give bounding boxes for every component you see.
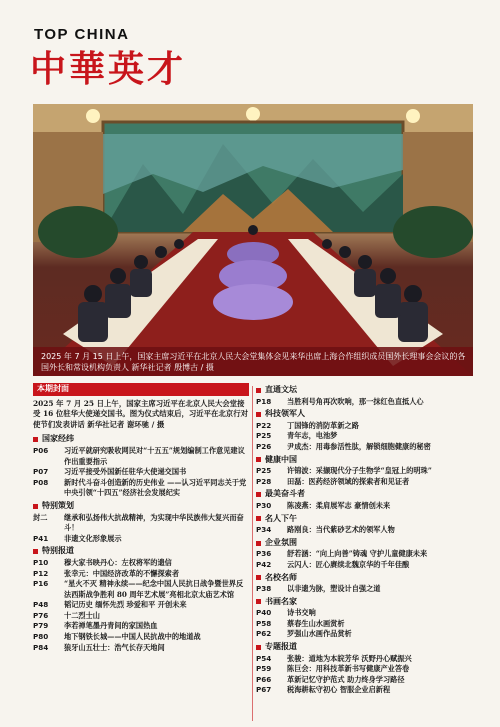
section-heading: [256, 573, 476, 584]
contents-entry[interactable]: [33, 446, 249, 467]
section-title: 直通文坛: [265, 385, 297, 394]
meeting-hall-illustration: [33, 104, 473, 376]
page-number: P28: [256, 476, 272, 486]
section-title: 企业氛围: [265, 537, 297, 547]
contents-entry[interactable]: [33, 558, 249, 569]
contents-entry[interactable]: [256, 466, 476, 477]
section-heading: [256, 455, 476, 466]
section-heading: [33, 546, 249, 557]
article-title: 习近平就研究吸收网民对“十五五”规划编制工作意见建议作出重要指示: [64, 445, 245, 466]
page-number: P30: [256, 500, 272, 510]
contents-entry[interactable]: [256, 664, 476, 675]
contents-entry[interactable]: [33, 467, 249, 478]
contents-entry[interactable]: [33, 621, 249, 632]
section-marker-icon: [256, 575, 261, 580]
article-title: 新时代斗奋斗创造新的历史伟业 ——认习近平同志关于党中央引领“十四五”经济社会发展纪实: [64, 477, 247, 498]
contents-entry[interactable]: [33, 611, 249, 622]
article-title: 李若禅笔墨丹青间的家国热血: [64, 621, 158, 631]
contents-entry[interactable]: [33, 579, 249, 600]
article-title: “星火不灭 精神永续——纪念中国人民抗日战争暨世界反法西斯战争胜利 80 周年艺术展”亮相北京太庙艺术馆: [64, 579, 244, 599]
page-number: P16: [33, 579, 49, 589]
contents-entry[interactable]: [256, 629, 476, 640]
article-title: 革新记忆守护范式 助力终身学习路径: [287, 674, 405, 684]
cover-photo: [33, 104, 473, 376]
page-number: P36: [256, 549, 272, 559]
contents-left-column: [33, 383, 249, 653]
contents-entry[interactable]: [33, 534, 249, 545]
section-title: 健康中国: [265, 454, 297, 464]
section-marker-icon: [256, 492, 261, 497]
article-title: 许锦波：采撷现代分子生物学“皇冠上的明珠”: [287, 466, 432, 476]
contents-entry[interactable]: [256, 431, 476, 442]
article-title: 非遗文化形象展示: [64, 533, 122, 543]
contents-entry[interactable]: [256, 442, 476, 453]
section-title: 科技领军人: [265, 409, 305, 419]
masthead-chinese: 中華英才: [30, 48, 187, 90]
page-number: P58: [256, 618, 272, 628]
cover-heading: 本期封面: [33, 383, 249, 396]
section-marker-icon: [256, 412, 261, 417]
section-heading: [256, 514, 476, 525]
article-title: 田磊：医药经济领域的探索者和见证者: [287, 476, 410, 486]
page-number: P22: [256, 420, 272, 430]
contents-entry[interactable]: [33, 600, 249, 611]
page-number: P80: [33, 632, 49, 642]
article-title: 青年志，电池梦: [287, 431, 338, 441]
page-number: P38: [256, 584, 272, 594]
article-title: 罗强山水画作品赏析: [287, 629, 352, 639]
cover-description: 2025 年 7 月 25 日上午，国家主席习近平在北京人民大会堂接受 16 位驻华大使递交国书。图为仪式结束后，习近平在北京行对使节们发表讲话 新华社记者 谢环驰 / 摄: [33, 398, 248, 429]
page-number: P66: [256, 674, 272, 684]
page-number: P41: [33, 533, 49, 543]
section-heading: [256, 489, 476, 500]
section-marker-icon: [256, 645, 261, 650]
page-number: P40: [256, 608, 272, 618]
page-number: P76: [33, 610, 49, 620]
article-title: 张骏：道地为本皖芳华 沃野丹心赋振兴: [287, 653, 412, 663]
section-title: 书画名家: [265, 596, 297, 606]
page-number: P25: [256, 466, 272, 476]
page-number: P54: [256, 653, 272, 663]
masthead-english: TOP CHINA: [34, 26, 130, 43]
section-marker-icon: [33, 504, 38, 509]
contents-entry[interactable]: [33, 513, 249, 534]
article-title: 路刚良：当代紫砂艺术的领军人物: [287, 525, 395, 535]
contents-entry[interactable]: [33, 643, 249, 654]
column-divider: [252, 386, 253, 721]
contents-entry[interactable]: [256, 685, 476, 696]
page-number: P18: [256, 396, 272, 406]
article-title: 习近平接受外国新任驻华大使递交国书: [64, 467, 187, 477]
contents-entry[interactable]: [256, 525, 476, 536]
section-heading: [256, 597, 476, 608]
page-number: P06: [33, 445, 49, 455]
contents-entry[interactable]: [256, 397, 476, 408]
contents-entry[interactable]: [256, 560, 476, 571]
section-title: 国家经纬: [42, 434, 74, 444]
page-number: P67: [256, 685, 272, 695]
section-heading: [33, 501, 249, 512]
page-number: P48: [33, 600, 49, 610]
page-number: P84: [33, 642, 49, 652]
contents-entry[interactable]: [33, 632, 249, 643]
article-title: 丁国锋的消防革新之路: [287, 420, 359, 430]
contents-entry[interactable]: [256, 619, 476, 630]
section-marker-icon: [33, 437, 38, 442]
section-title: 最美奋斗者: [265, 489, 305, 499]
article-title: 云闪人：匠心赓续北魏京华的千年佳酿: [287, 559, 410, 569]
section-heading: [256, 385, 476, 396]
section-marker-icon: [256, 599, 261, 604]
section-marker-icon: [256, 541, 261, 546]
section-heading: [256, 538, 476, 549]
article-title: 穆大家书映丹心：左权将军的遗信: [64, 557, 172, 567]
page-number: P07: [33, 467, 49, 477]
article-title: 诗书交响: [287, 608, 316, 618]
contents-entry[interactable]: [33, 569, 249, 580]
left-section-list: [33, 434, 249, 653]
section-heading: [256, 409, 476, 420]
section-marker-icon: [256, 457, 261, 462]
page-number: P12: [33, 568, 49, 578]
section-title: 特别报道: [42, 546, 74, 556]
page-number: P10: [33, 557, 49, 567]
article-title: 陈凌燕：柔肩展军志 豪情创未来: [287, 500, 391, 510]
article-title: 继承和弘扬伟大抗战精神，为实现中华民族伟大复兴而奋斗！: [64, 512, 244, 533]
page-number: 封二: [33, 512, 48, 522]
article-title: 税海耕耘守初心 智服企业启新程: [287, 685, 391, 695]
section-marker-icon: [256, 516, 261, 521]
page-number: P25: [256, 431, 272, 441]
contents-entry[interactable]: [256, 421, 476, 432]
page-number: P62: [256, 629, 272, 639]
article-title: 以非遗为脉，塑设计自强之道: [287, 584, 381, 594]
contents-entry[interactable]: [256, 501, 476, 512]
article-title: 蔡春生山水画赏析: [287, 618, 345, 628]
page-number: P42: [256, 559, 272, 569]
article-title: 韬记历史 缅怀先烈 珍爱和平 开创未来: [64, 600, 187, 610]
section-heading: [256, 642, 476, 653]
section-heading: [33, 434, 249, 445]
page-number: P08: [33, 477, 49, 487]
article-title: 尹成杰：用毒参活性肽，解锁细胞健康的秘密: [287, 441, 431, 451]
contents-right-column: [256, 383, 476, 696]
right-section-list: [256, 385, 476, 696]
contents-entry[interactable]: [256, 675, 476, 686]
contents-entry[interactable]: [256, 654, 476, 665]
section-marker-icon: [33, 549, 38, 554]
page-number: P59: [256, 664, 272, 674]
section-title: 专题报道: [265, 642, 297, 652]
article-title: 张幸元：中国经济改革的不懈探索者: [64, 568, 180, 578]
section-title: 特别策划: [42, 500, 74, 510]
contents-entry[interactable]: [256, 608, 476, 619]
contents-entry[interactable]: [33, 478, 249, 499]
contents-entry[interactable]: [256, 477, 476, 488]
article-title: 地下钢铁长城——中国人民抗战中的地道战: [64, 632, 201, 642]
section-title: 名校名师: [265, 572, 297, 582]
contents-entry[interactable]: [256, 584, 476, 595]
photo-caption: 2025 年 7 月 15 日上午，国家主席习近平在北京人民大会堂集体会见来华出席上海合作组织成员国外长理事会会议的各国外长和常设机构负责人 新华社记者 殷博古 / 摄: [33, 347, 473, 376]
article-title: 舒若涵：“向上向善”铸魂 守护儿童健康未来: [287, 549, 428, 559]
article-title: 狼牙山五壮士：浩气长存天地间: [64, 642, 165, 652]
section-title: 名人下午: [265, 513, 297, 523]
article-title: 当胜利号角再次吹响，那一抹红色直抵人心: [287, 396, 424, 406]
masthead: [0, 0, 500, 100]
contents-entry[interactable]: [256, 549, 476, 560]
section-marker-icon: [256, 388, 261, 393]
article-title: 十二烈士山: [64, 610, 100, 620]
page-number: P79: [33, 621, 49, 631]
page-number: P26: [256, 441, 272, 451]
article-title: 陈巨会：用科技革新书写健康产业答卷: [287, 664, 410, 674]
page-number: P34: [256, 525, 272, 535]
